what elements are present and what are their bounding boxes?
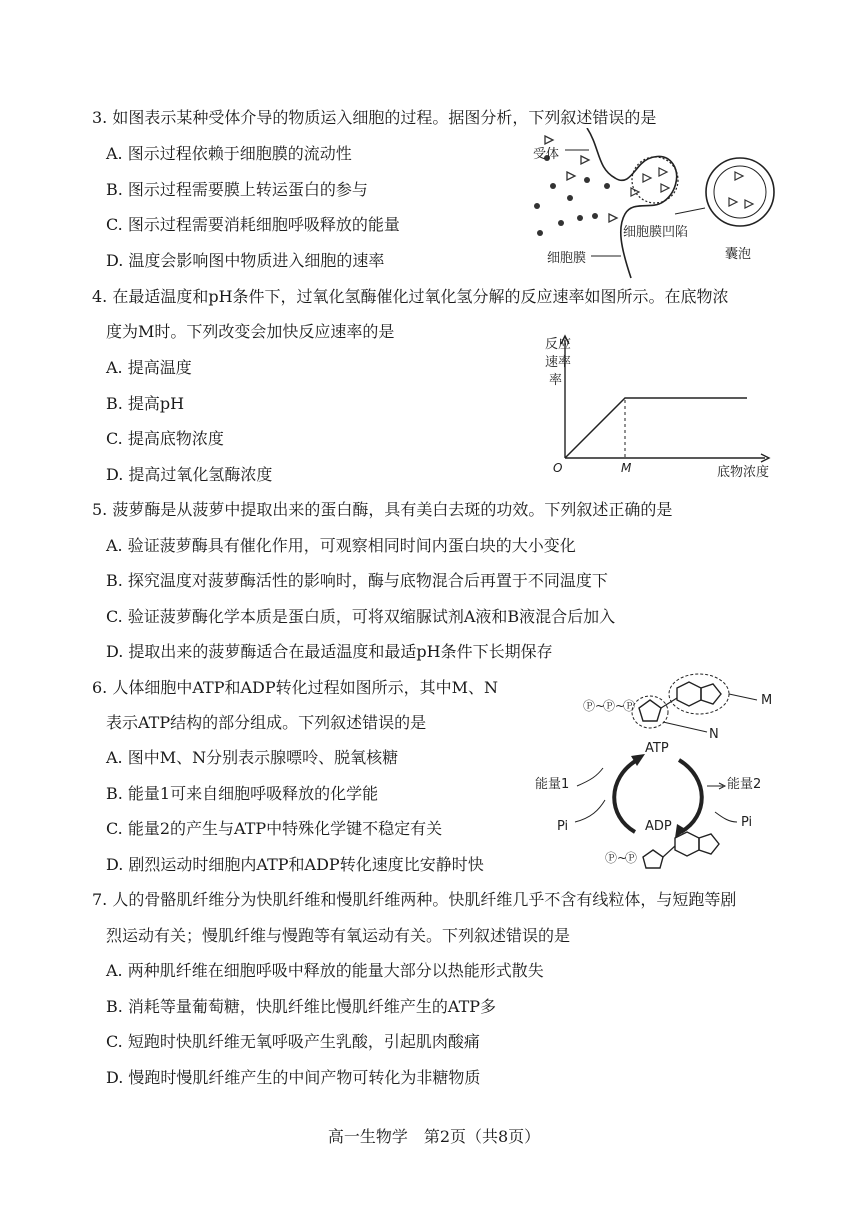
svg-text:Ⓟ: Ⓟ (605, 851, 618, 865)
adenine-dashed-circle (669, 674, 729, 714)
q5-option-c: C. 验证菠萝酶化学本质是蛋白质，可将双缩脲试剂A液和B液混合后加入 (106, 607, 616, 626)
svg-text:率: 率 (549, 373, 563, 388)
y-axis-label-2: 速率 (545, 355, 572, 370)
energy1-label: 能量1 (535, 777, 570, 792)
adp-label: ADP (645, 819, 672, 834)
rate-graph (535, 330, 785, 485)
m-label: M (621, 461, 632, 475)
q7-stem-line2: 烈运动有关；慢肌纤维与慢跑等有氧运动有关。下列叙述错误的是 (106, 926, 571, 945)
phosphate-2: Ⓟ (603, 699, 616, 713)
energy2-label: 能量2 (727, 777, 762, 792)
q4-option-a: A. 提高温度 (106, 358, 192, 377)
q6-option-a: A. 图中M、N分别表示腺嘌呤、脱氧核糖 (106, 748, 399, 767)
synthesis-arc (614, 760, 637, 832)
membrane-label: 细胞膜 (547, 251, 587, 266)
membrane-pit (632, 157, 678, 203)
q6-option-c: C. 能量2的产生与ATP中特殊化学键不稳定有关 (106, 819, 443, 838)
pit-label: 细胞膜凹陷 (623, 225, 689, 240)
page-footer: 高一生物学 第2页（共8页） (327, 1127, 541, 1146)
q7-option-c: C. 短跑时快肌纤维无氧呼吸产生乳酸，引起肌肉酸痛 (106, 1032, 480, 1051)
q7-option-a: A. 两种肌纤维在细胞呼吸中释放的能量大部分以热能形式散失 (106, 961, 544, 980)
particle-dots (534, 155, 610, 236)
q4-stem-line2: 度为M时。下列改变会加快反应速率的是 (106, 322, 395, 341)
q6-option-d: D. 剧烈运动时细胞内ATP和ADP转化速度比安静时快 (106, 855, 484, 874)
q3-option-b: B. 图示过程需要膜上转运蛋白的参与 (106, 180, 368, 199)
pi-in-label: Pi (557, 819, 569, 834)
x-axis-label: 底物浓度 (717, 465, 770, 480)
q7-stem-line1: 7. 人的骨骼肌纤维分为快肌纤维和慢肌纤维两种。快肌纤维几乎不含有线粒体，与短跑等剧 (92, 890, 737, 909)
rate-curve (565, 398, 747, 458)
q4-option-c: C. 提高底物浓度 (106, 429, 224, 448)
origin-label: O (553, 461, 563, 475)
hydrolysis-arc (679, 760, 702, 832)
svg-text:~: ~ (595, 699, 606, 713)
svg-text:Ⓟ: Ⓟ (625, 851, 638, 865)
q5-option-a: A. 验证菠萝酶具有催化作用，可观察相同时间内蛋白块的大小变化 (106, 536, 576, 555)
phosphate-1: Ⓟ (583, 699, 596, 713)
adenine-ring (677, 682, 701, 706)
n-label: N (709, 727, 719, 742)
q4-stem-line1: 4. 在最适温度和pH条件下，过氧化氢酶催化过氧化氢分解的反应速率如图所示。在底物浓 (92, 287, 729, 306)
receptor-label: 受体 (533, 147, 560, 162)
q4-option-d: D. 提高过氧化氢酶浓度 (106, 465, 273, 484)
q5-option-b: B. 探究温度对菠萝酶活性的影响时，酶与底物混合后再置于不同温度下 (106, 571, 608, 590)
q3-option-d: D. 温度会影响图中物质进入细胞的速率 (106, 251, 385, 270)
q6-stem-line2: 表示ATP结构的部分组成。下列叙述错误的是 (106, 713, 427, 732)
vesicle-circle (706, 158, 774, 226)
q3-option-a: A. 图示过程依赖于细胞膜的流动性 (106, 144, 352, 163)
atp-adp-figure (535, 668, 790, 873)
pi-out-label: Pi (741, 815, 753, 830)
q5-option-d: D. 提取出来的菠萝酶适合在最适温度和最适pH条件下长期保存 (106, 642, 553, 661)
phosphate-3: Ⓟ (623, 699, 636, 713)
svg-text:~: ~ (617, 851, 628, 865)
vesicle-label: 囊泡 (725, 247, 752, 262)
q7-option-d: D. 慢跑时慢肌纤维产生的中间产物可转化为非糖物质 (106, 1068, 481, 1087)
q3-stem: 3. 如图表示某种受体介导的物质运入细胞的过程。据图分析，下列叙述错误的是 (92, 108, 657, 127)
m-label: M (761, 693, 773, 708)
endocytosis-figure (525, 128, 795, 288)
y-axis-label-1: 反应 (545, 337, 572, 352)
q5-stem: 5. 菠萝酶是从菠萝中提取出来的蛋白酶，具有美白去斑的功效。下列叙述正确的是 (92, 500, 673, 519)
q4-option-b: B. 提高pH (106, 394, 185, 413)
q3-option-c: C. 图示过程需要消耗细胞呼吸释放的能量 (106, 215, 400, 234)
q7-option-b: B. 消耗等量葡萄糖，快肌纤维比慢肌纤维产生的ATP多 (106, 997, 497, 1016)
ribose-ring (639, 700, 661, 721)
q6-stem-line1: 6. 人体细胞中ATP和ADP转化过程如图所示，其中M、N (92, 678, 499, 697)
atp-label: ATP (645, 741, 669, 756)
q6-option-b: B. 能量1可来自细胞呼吸释放的化学能 (106, 784, 379, 803)
svg-text:~: ~ (615, 699, 626, 713)
